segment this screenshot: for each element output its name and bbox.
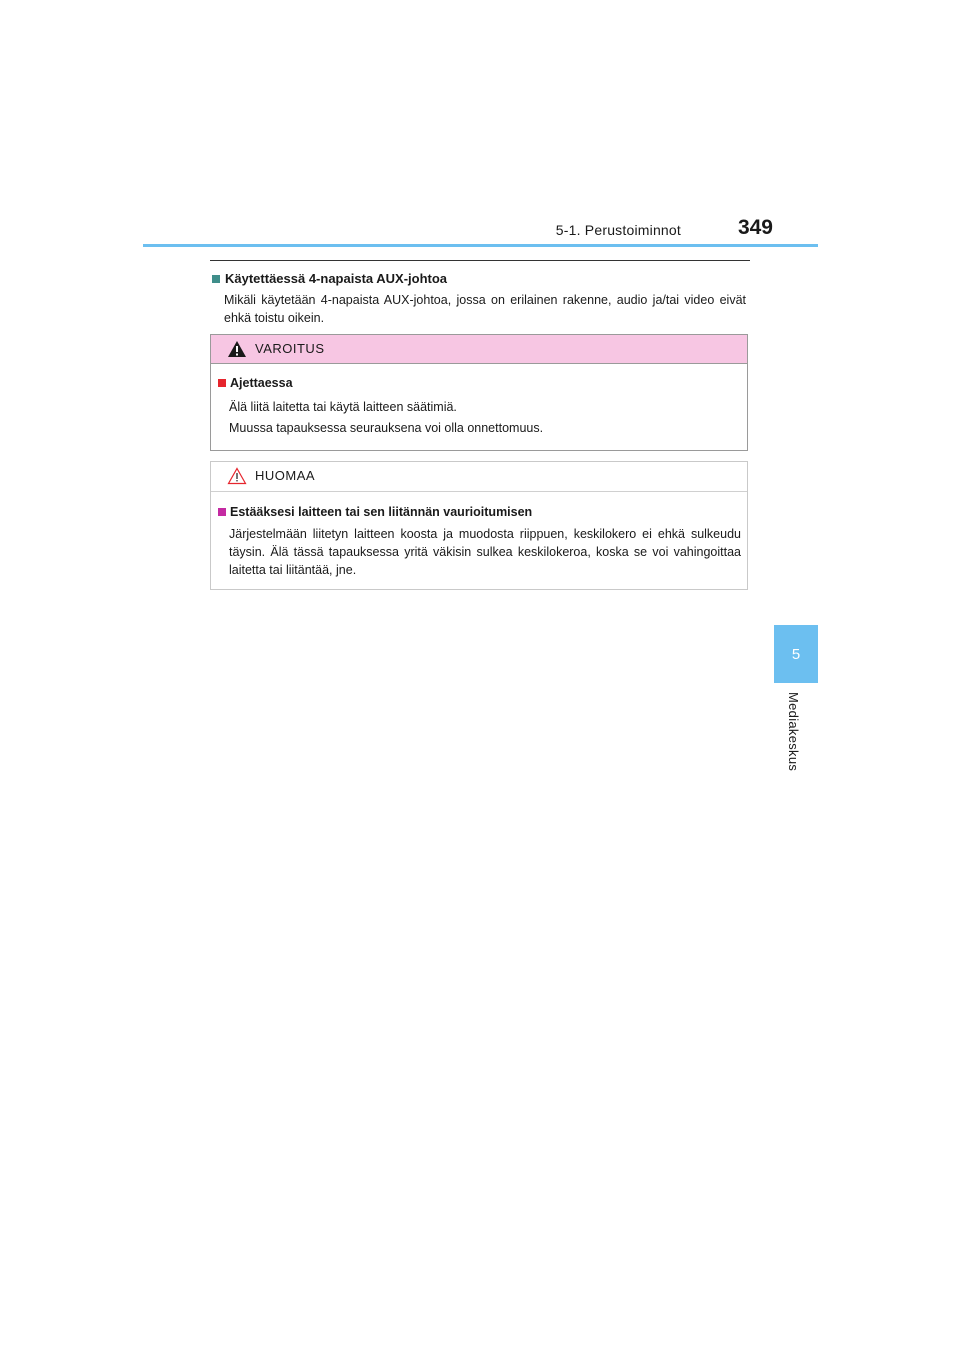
notice-heading-text: Estääksesi laitteen tai sen liitännän vaurioitumisen (230, 505, 533, 519)
notice-box (210, 461, 748, 590)
section-body: Mikäli käytetään 4-napaista AUX-johtoa, jossa on erilainen rakenne, audio ja/tai video eivät ehkä toistu oikein. (224, 293, 746, 325)
square-bullet-icon (212, 275, 220, 283)
square-bullet-icon (218, 379, 226, 387)
notice-body: Järjestelmään liitetyn laitteen koosta ja muodosta riippuen, keskilokero ei ehkä sulkeudu täysin. Älä tässä tapauksessa yritä väkisin sulkea keskilokeroa, koska se voi vahingoittaa laitetta tai liitäntää, jne. (229, 527, 741, 577)
warning-header (211, 335, 747, 364)
chapter-tab-number: 5 (791, 645, 801, 663)
warning-line: Älä liitä laitetta tai käytä laitteen säätimiä. (229, 400, 457, 414)
chapter-tab (774, 625, 818, 683)
warning-heading (218, 376, 293, 390)
warning-heading-text: Ajettaessa (230, 376, 293, 390)
warning-title: VAROITUS (255, 341, 325, 356)
warning-line: Muussa tapauksessa seurauksena voi olla onnettomuus. (229, 421, 544, 435)
section-heading (212, 271, 447, 286)
section-divider (210, 260, 750, 261)
notice-heading (218, 505, 532, 519)
page-number: 349 (737, 216, 773, 239)
page-header (143, 214, 818, 244)
notice-header (211, 462, 747, 492)
chapter-tab-label: Mediakeskus (786, 692, 801, 772)
square-bullet-icon (218, 508, 226, 516)
warning-box (210, 334, 748, 451)
warning-triangle-icon (227, 340, 247, 358)
notice-title: HUOMAA (255, 468, 316, 483)
section-heading-text: Käytettäessä 4-napaista AUX-johtoa (225, 271, 448, 286)
header-rule (143, 244, 818, 247)
caution-triangle-icon (227, 467, 247, 485)
chapter-title: 5-1. Perustoiminnot (555, 222, 681, 238)
